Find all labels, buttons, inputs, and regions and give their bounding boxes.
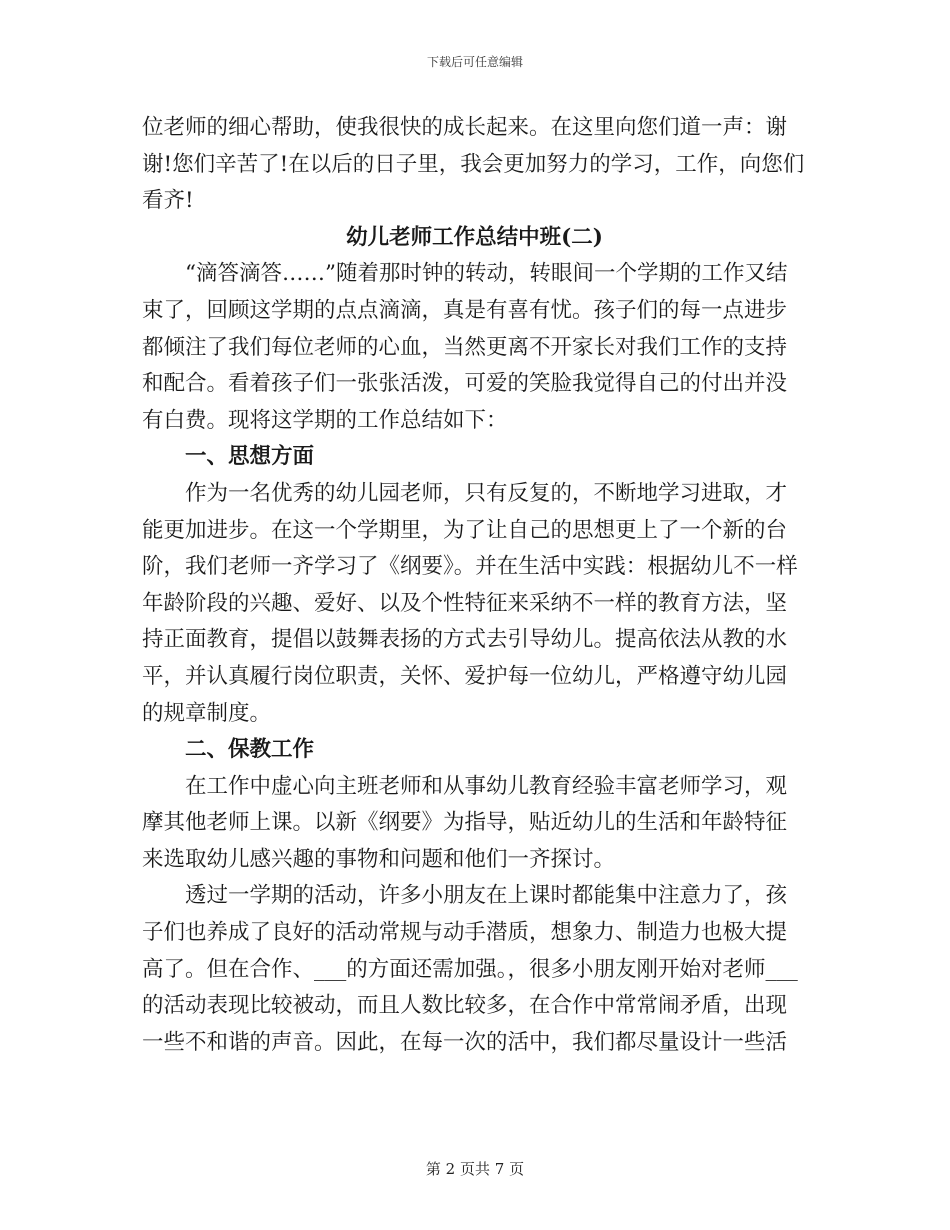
intro-paragraph: “滴答滴答……”随着那时钟的转动，转眼间一个学期的工作又结束了，回顾这学期的点点滴滴，真是有喜有忧。孩子们的每一点进步都倾注了我们每位老师的心血，当然更离不开家长对我们工作的支持和配合。看着孩子们一张张活泼，可爱的笑脸我觉得自己的付出并没有白费。现将这学期的工作总结如下： [142, 261, 788, 433]
section2-paragraph-2: 透过一学期的活动，许多小朋友在上课时都能集中注意力了，孩子们也养成了良好的活动常规与动手潜质，想象力、制造力也极大提高了。但在合作、___的方面还需加强。，很多小朋友刚开始对老师___的活动表现比较被动，而且人数比较多，在合作中常常闹矛盾，出现一些不和谐的声音。因此，在每一次的活中，我们都尽量设计一些活 [142, 883, 798, 1055]
section1-heading: 一、思想方面 [185, 444, 315, 470]
section2-heading: 二、保教工作 [185, 737, 315, 763]
section1-paragraph: 作为一名优秀的幼儿园老师，只有反复的，不断地学习进取，才能更加进步。在这一个学期里，为了让自己的思想更上了一个新的台阶，我们老师一齐学习了《纲要》。并在生活中实践：根据幼儿不一样年龄阶段的兴趣、爱好、以及个性特征来采纳不一样的教育方法，坚持正面教育，提倡以鼓舞表扬的方式去引导幼儿。提高依法从教的水平，并认真履行岗位职责，关怀、爱护每一位幼儿，严格遵守幼儿园的规章制度。 [142, 480, 798, 726]
section-title: 幼儿老师工作总结中班(二) [346, 224, 603, 250]
section2-paragraph-1: 在工作中虚心向主班老师和从事幼儿教育经验丰富老师学习，观摩其他老师上课。以新《纲要》为指导，贴近幼儿的生活和年龄特征来选取幼儿感兴趣的事物和问题和他们一齐探讨。 [142, 773, 788, 872]
page-header: 下载后可任意编辑 [426, 55, 523, 69]
document-body [142, 110, 807, 1061]
continuation-paragraph: 位老师的细心帮助，使我很快的成长起来。在这里向您们道一声：谢谢!您们辛苦了!在以后的日子里，我会更加努力的学习，工作，向您们看齐! [142, 115, 805, 214]
page-footer: 第 2 页共 7 页 [425, 1160, 525, 1178]
